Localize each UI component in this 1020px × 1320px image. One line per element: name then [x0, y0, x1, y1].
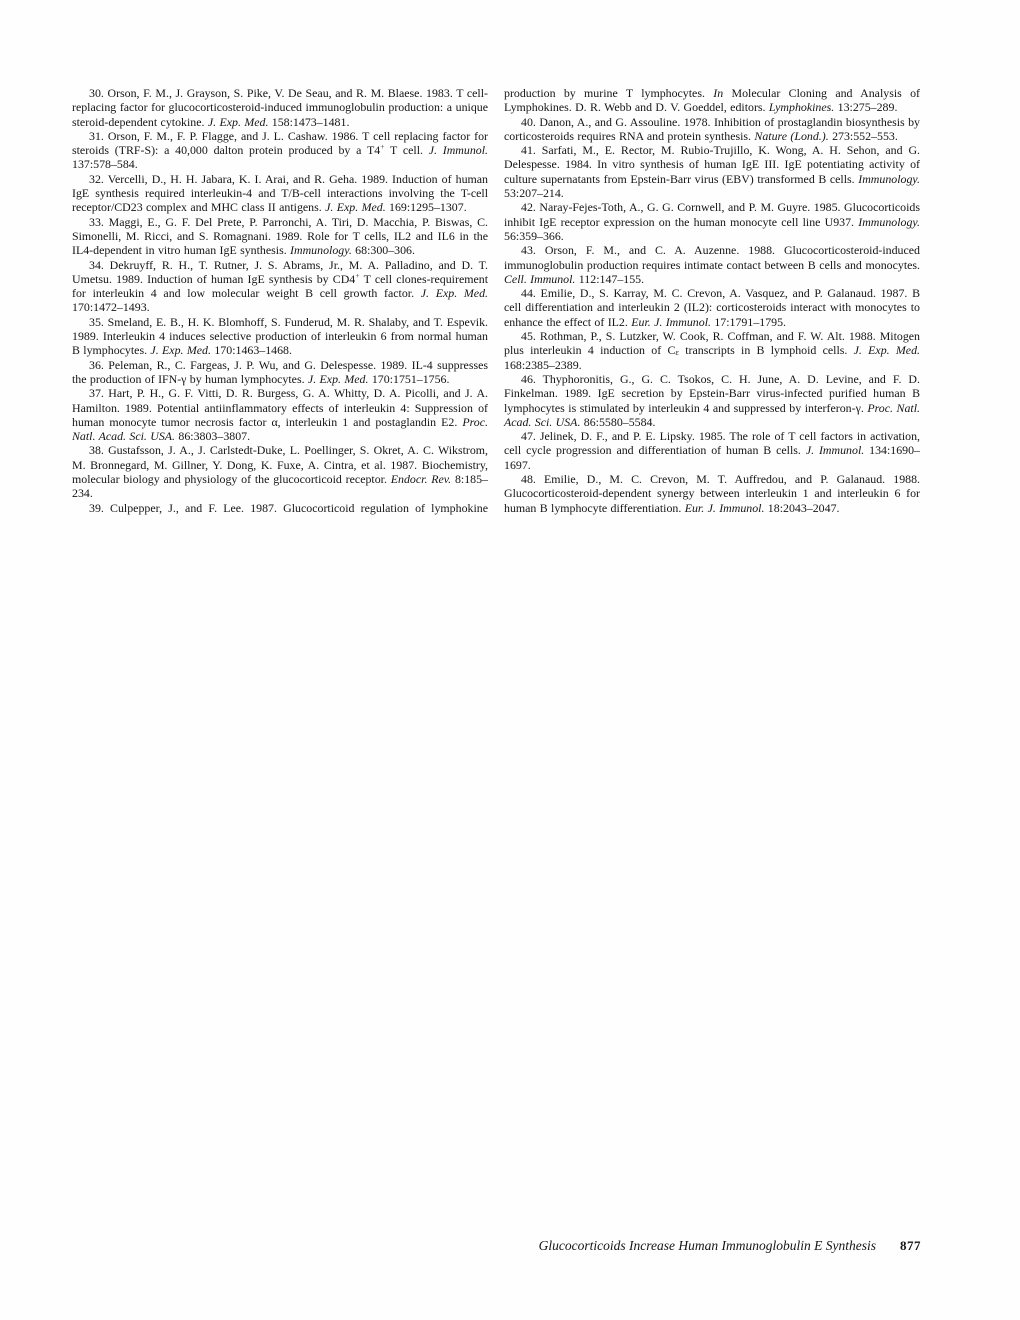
reference-text-run: ε	[675, 347, 679, 358]
reference-text-run: 46. Thyphoronitis, G., G. C. Tsokos, C. H. June, A. D. Levine, and F. D. Finkelman. 1989. IgE secretion by Epstein-Barr virus-infected purified human B lymphocytes is stimulated by interleukin 4 and suppressed by interferon-γ.	[504, 371, 920, 415]
reference-47	[504, 429, 920, 472]
reference-text-run: production by murine T lymphocytes.	[504, 86, 714, 100]
reference-text-run: 34. Dekruyff, R. H., T. Rutner, J. S. Abrams, Jr., M. A. Palladino, and D. T. Umetsu. 1989. Induction of human IgE synthesis by CD4	[72, 257, 488, 286]
reference-text-run: 39. Culpepper, J., and F. Lee. 1987. Glucocorticoid regulation of lymphokine	[89, 500, 488, 515]
reference-text-run: 47. Jelinek, D. F., and P. E. Lipsky. 1985. The role of T cell factors in activation, cell cycle progression and differentiation of human B cells.	[504, 429, 920, 458]
reference-text-run: 53:207–214.	[504, 186, 564, 201]
reference-text-run: Immunology.	[858, 214, 920, 229]
reference-text-run: Proc. Natl. Acad. Sci. USA.	[504, 400, 920, 429]
reference-text-run: Endocr. Rev.	[390, 472, 452, 487]
reference-text-run: 56:359–366.	[504, 228, 564, 243]
reference-text-run: 8:185–234.	[72, 472, 488, 501]
reference-42	[504, 200, 920, 243]
reference-text-run: 45. Rothman, P., S. Lutzker, W. Cook, R. Coffman, and F. W. Alt. 1988. Mitogen plus interleukin 4 induction of C	[504, 329, 920, 358]
reference-text-run: 170:1751–1756.	[368, 371, 450, 386]
reference-text-run: J. Immunol.	[805, 443, 865, 458]
reference-text-run: T cell.	[384, 143, 429, 158]
reference-36	[72, 358, 488, 387]
reference-text-run: transcripts in B lymphoid cells.	[678, 343, 854, 358]
reference-33	[72, 215, 488, 258]
reference-text-run: J. Exp. Med.	[207, 114, 269, 129]
reference-text-run: T cell clones-requirement for interleukin 4 and low molecular weight B cell growth factor.	[72, 271, 488, 301]
reference-text-run: 35. Smeland, E. B., H. K. Blomhoff, S. Funderud, M. R. Shalaby, and T. Espevik. 1989. Interleukin 4 induces selective production of interleukin 6 from normal human B lymphocytes.	[72, 314, 488, 358]
reference-text-run: Eur. J. Immunol.	[684, 500, 765, 515]
reference-text-run: J. Exp. Med.	[307, 371, 369, 386]
reference-text-run: 273:552–553.	[828, 128, 898, 143]
reference-text-run: 158:1473–1481.	[268, 114, 350, 129]
reference-text-run: Nature (Lond.).	[754, 128, 829, 143]
reference-text-run: 170:1463–1468.	[210, 343, 292, 358]
reference-text-run: 36. Peleman, R., C. Fargeas, J. P. Wu, and G. Delespesse. 1989. IL-4 suppresses the production of IFN-γ by human lymphocytes.	[72, 357, 488, 386]
reference-34	[72, 258, 488, 315]
running-title: Glucocorticoids Increase Human Immunoglobulin E Synthesis	[538, 1238, 876, 1253]
reference-text-run: 48. Emilie, D., M. C. Crevon, M. T. Auffredou, and P. Galanaud. 1988. Glucocorticosteroid-dependent synergy between interleukin 1 and interleukin 6 for human B lymphocyte differentiation.	[504, 472, 920, 515]
reference-text-run: 86:5580–5584.	[580, 414, 656, 429]
reference-41	[504, 143, 920, 200]
reference-text-run: Eur. J. Immunol.	[631, 314, 711, 329]
reference-text-run: 168:2385–2389.	[504, 357, 582, 372]
reference-text-run: 17:1791–1795.	[710, 314, 787, 329]
reference-39	[72, 501, 488, 515]
reference-text-run: 33. Maggi, E., G. F. Del Prete, P. Parronchi, A. Tiri, D. Macchia, P. Biswas, C. Simonelli, M. Ricci, and S. Romagnani. 1989. Role for T cells, IL2 and IL6 in the IL4-dependent in vitro human IgE synthesis.	[72, 214, 488, 258]
reference-text-run: 38. Gustafsson, J. A., J. Carlstedt-Duke, L. Poellinger, S. Okret, A. C. Wikstrom, M. Bronnegard, M. Gillner, Y. Dong, K. Fuxe, A. Cintra, et al. 1987. Biochemistry, molecular biology and physiology of the glucocorticoid receptor.	[72, 443, 488, 487]
reference-text-run: 13:275–289.	[834, 100, 898, 115]
reference-30	[72, 86, 488, 129]
reference-44	[504, 286, 920, 329]
reference-35	[72, 315, 488, 358]
reference-text-run: 30. Orson, F. M., J. Grayson, S. Pike, V. De Seau, and R. M. Blaese. 1983. T cell-replacing factor for glucocorticosteroid-induced immunoglobulin production: a unique steroid-dependent cytokine.	[72, 86, 488, 129]
reference-text-run: Immunology.	[290, 243, 352, 258]
reference-text-run: Molecular Cloning and Analysis of Lymphokines. D. R. Webb and D. V. Goeddel, editors.	[504, 86, 920, 115]
page-footer	[539, 1238, 921, 1254]
references-section	[72, 86, 921, 515]
reference-text-run: J. Immunol.	[428, 143, 488, 158]
reference-text-run: J. Exp. Med.	[325, 200, 386, 215]
reference-text-run: 41. Sarfati, M., E. Rector, M. Rubio-Trujillo, K. Wong, A. H. Sehon, and G. Delespesse. 1984. In vitro synthesis of human IgE III. IgE potentiating activity of culture supernatants from Epstein-Barr virus (EBV) transformed B cells.	[504, 143, 920, 186]
reference-text-run: Proc. Natl. Acad. Sci. USA.	[72, 414, 488, 444]
reference-text-run: In	[713, 86, 724, 100]
reference-text-run: J. Exp. Med.	[420, 286, 488, 301]
reference-45	[504, 329, 920, 372]
reference-text-run: 43. Orson, F. M., and C. A. Auzenne. 1988. Glucocorticosteroid-induced immunoglobulin production requires intimate contact between B cells and monocytes.	[504, 243, 920, 272]
reference-48	[504, 472, 920, 515]
reference-text-run: Lymphokines.	[768, 100, 835, 115]
reference-39-continued	[504, 86, 920, 115]
reference-31	[72, 129, 488, 172]
reference-text-run: 18:2043–2047.	[764, 500, 840, 515]
reference-46	[504, 372, 920, 429]
reference-text-run: 169:1295–1307.	[385, 200, 467, 215]
page-number: 877	[900, 1238, 921, 1253]
reference-text-run: 68:300–306.	[351, 243, 415, 258]
references-column-left	[72, 86, 488, 515]
reference-37	[72, 386, 488, 443]
reference-text-run: 86:3803–3807.	[175, 429, 251, 444]
reference-text-run: 40. Danon, A., and G. Assouline. 1978. Inhibition of prostaglandin biosynthesis by corticosteroids requires RNA and protein synthesis.	[504, 114, 920, 143]
reference-text-run: Immunology.	[858, 171, 920, 186]
reference-text-run: 37. Hart, P. H., G. F. Vitti, D. R. Burgess, G. A. Whitty, D. A. Picolli, and J. A. Hamilton. 1989. Potential antiinflammatory effects of interleukin 4: Suppression of human monocyte tumor necrosis factor α, interleukin 1 and postaglandin E2.	[72, 386, 488, 429]
reference-text-run: 137:578–584.	[72, 157, 138, 172]
reference-text-run: 134:1690–1697.	[504, 443, 920, 472]
reference-38	[72, 443, 488, 500]
reference-32	[72, 172, 488, 215]
reference-text-run: +	[355, 270, 360, 280]
reference-40	[504, 115, 920, 144]
reference-text-run: 170:1472–1493.	[72, 300, 150, 315]
reference-text-run: 42. Naray-Fejes-Toth, A., G. G. Cornwell, and P. M. Guyre. 1985. Glucocorticoids inhibit IgE receptor expression on the human monocyte cell line U937.	[504, 200, 920, 229]
reference-text-run: 44. Emilie, D., S. Karray, M. C. Crevon, A. Vasquez, and P. Galanaud. 1987. B cell differentiation and interleukin 2 (IL2): corticosteroids interact with monocytes to enhance the effect of IL2.	[504, 286, 920, 329]
reference-text-run: 31. Orson, F. M., F. P. Flagge, and J. L. Cashaw. 1986. T cell replacing factor for steroids (TRF-S): a 40,000 dalton protein produced by a T4	[72, 128, 488, 158]
reference-text-run: 112:147–155.	[575, 271, 645, 286]
reference-text-run: 32. Vercelli, D., H. H. Jabara, K. I. Arai, and R. Geha. 1989. Induction of human IgE synthesis required interleukin-4 and T/B-cell interactions involving the T-cell receptor/CD23 complex and MHC class II antigens.	[72, 171, 488, 215]
reference-text-run: J. Exp. Med.	[853, 343, 920, 358]
reference-43	[504, 243, 920, 286]
reference-text-run: Cell. Immunol.	[504, 271, 576, 286]
reference-text-run: J. Exp. Med.	[150, 343, 211, 358]
references-column-right	[504, 86, 920, 515]
reference-text-run: +	[380, 142, 385, 152]
